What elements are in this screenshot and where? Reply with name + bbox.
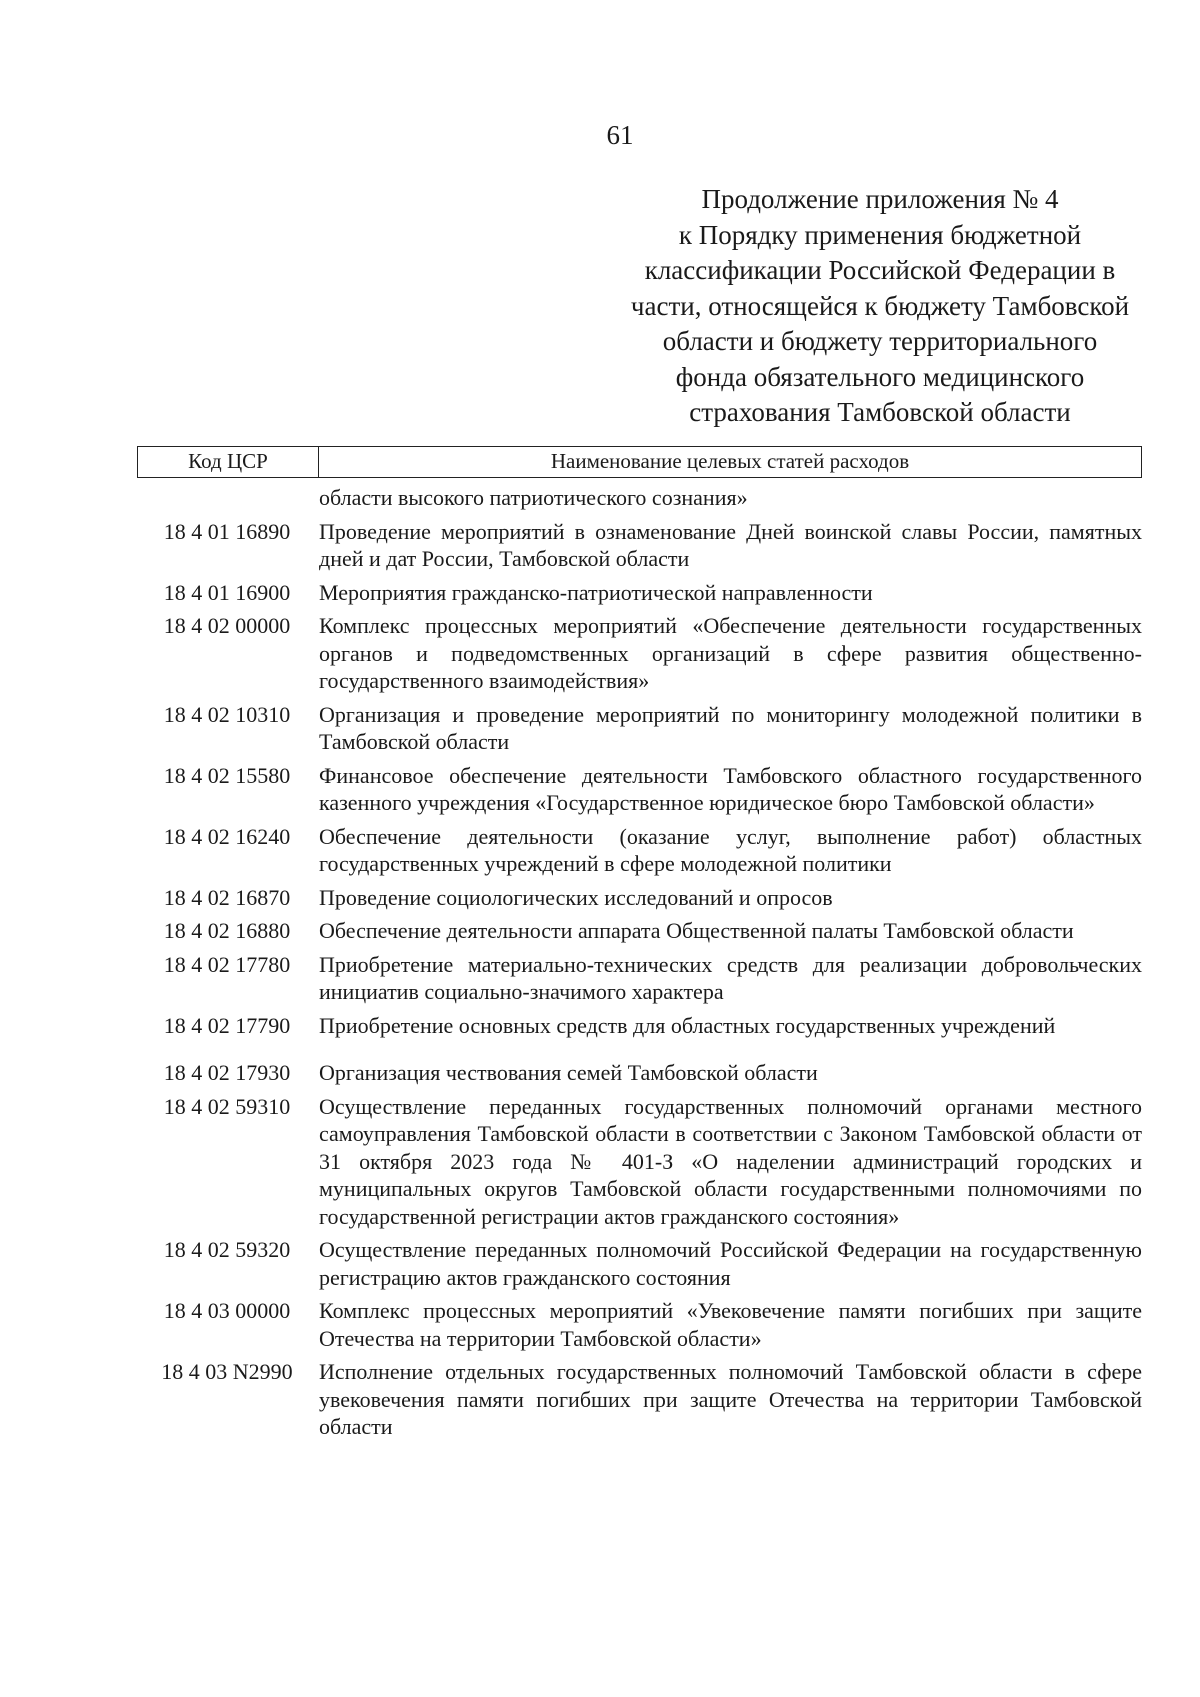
appendix-header-line: Продолжение приложения № 4 bbox=[701, 184, 1059, 214]
row-name: Организация и проведение мероприятий по мониторингу молодежной политики в Тамбовской области bbox=[319, 701, 1142, 754]
table-header bbox=[137, 446, 1142, 478]
row-code: 18 4 02 16870 bbox=[163, 884, 291, 910]
row-name: Проведение социологических исследований и опросов bbox=[319, 884, 833, 910]
row-name: Исполнение отдельных государственных полномочий Тамбовской области в сфере увековечения памяти погибших при защите Отечества на территории Тамбовской области bbox=[319, 1359, 1142, 1439]
row-name: Организация чествования семей Тамбовской области bbox=[319, 1060, 818, 1085]
row-name: Обеспечение деятельности аппарата Общественной палаты Тамбовской области bbox=[319, 918, 1074, 943]
row-code: 18 4 02 17930 bbox=[163, 1060, 291, 1085]
row-code: 18 4 03 N2990 bbox=[161, 1359, 293, 1384]
table-row bbox=[137, 1236, 1142, 1291]
row-code: 18 4 01 16890 bbox=[163, 518, 291, 544]
row-name: Осуществление переданных государственных полномочий органами местного самоуправления Тамбовской области в соответствии с Законом Тамбовской области от 31 октября 2023 года № 401-З «О наделении администраций городских и муниципальных округов Тамбовской области государственными полномочиями по государственной регистрации актов гражданского состояния» bbox=[319, 1093, 1142, 1229]
table-row bbox=[137, 823, 1142, 878]
row-code: 18 4 02 17780 bbox=[163, 951, 291, 977]
appendix-header-line: страхования Тамбовской области bbox=[689, 397, 1071, 427]
table-row bbox=[137, 951, 1142, 1006]
table-row bbox=[137, 1358, 1142, 1441]
row-code: 18 4 03 00000 bbox=[163, 1298, 291, 1323]
appendix-header bbox=[600, 182, 1160, 431]
table-row bbox=[137, 1297, 1142, 1352]
row-name: Мероприятия гражданско-патриотической направленности bbox=[319, 579, 873, 605]
table-row bbox=[137, 917, 1142, 945]
table-row bbox=[137, 762, 1142, 817]
row-name: Приобретение материально-технических средств для реализации добровольческих инициатив социально-значимого характера bbox=[319, 951, 1142, 1004]
table-row bbox=[137, 579, 1142, 607]
appendix-header-line: классификации Российской Федерации в bbox=[644, 255, 1116, 285]
row-code: 18 4 02 59310 bbox=[163, 1093, 291, 1119]
row-name: Приобретение основных средств для областных государственных учреждений bbox=[319, 1012, 1056, 1038]
row-name: области высокого патриотического сознания» bbox=[319, 485, 748, 510]
row-name: Проведение мероприятий в ознаменование Дней воинской славы России, памятных дней и дат России, Тамбовской области bbox=[319, 518, 1142, 571]
table-row bbox=[137, 701, 1142, 756]
row-code: 18 4 02 59320 bbox=[163, 1237, 291, 1262]
row-code: 18 4 02 15580 bbox=[163, 762, 291, 788]
column-header-code: Код ЦСР bbox=[138, 447, 319, 477]
row-code: 18 4 02 16880 bbox=[163, 918, 291, 943]
table-body bbox=[137, 484, 1142, 1447]
table-row bbox=[137, 884, 1142, 912]
row-code: 18 4 02 16240 bbox=[163, 823, 291, 849]
row-name: Финансовое обеспечение деятельности Тамбовского областного государственного казенного учреждения «Государственное юридическое бюро Тамбовской области» bbox=[319, 762, 1142, 815]
appendix-header-line: к Порядку применения бюджетной bbox=[678, 219, 1082, 250]
row-name: Комплекс процессных мероприятий «Обеспечение деятельности государственных органов и подведомственных организаций в сфере развития общественно-государственного взаимодействия» bbox=[319, 613, 1142, 693]
appendix-header-line: фонда обязательного медицинского bbox=[675, 361, 1085, 392]
table-row bbox=[137, 1059, 1142, 1087]
appendix-header-line: части, относящейся к бюджету Тамбовской bbox=[630, 290, 1130, 321]
row-code: 18 4 02 10310 bbox=[163, 701, 291, 727]
row-name: Осуществление переданных полномочий Российской Федерации на государственную регистрацию актов гражданского состояния bbox=[319, 1237, 1142, 1290]
row-name: Комплекс процессных мероприятий «Увековечение памяти погибших при защите Отечества на территории Тамбовской области» bbox=[319, 1298, 1142, 1351]
row-name: Обеспечение деятельности (оказание услуг, выполнение работ) областных государственных учреждений в сфере молодежной политики bbox=[319, 823, 1142, 876]
row-code: 18 4 01 16900 bbox=[163, 579, 291, 605]
page-number: 61 bbox=[606, 120, 634, 150]
table-row bbox=[137, 612, 1142, 695]
appendix-header-line: области и бюджету территориального bbox=[662, 326, 1098, 356]
row-code: 18 4 02 17790 bbox=[163, 1012, 291, 1038]
column-header-name: Наименование целевых статей расходов bbox=[550, 449, 910, 473]
table-row bbox=[137, 518, 1142, 573]
table-row bbox=[137, 484, 1142, 512]
row-code bbox=[137, 484, 317, 512]
table-row bbox=[137, 1093, 1142, 1231]
table-row bbox=[137, 1012, 1142, 1040]
row-code: 18 4 02 00000 bbox=[163, 613, 291, 638]
